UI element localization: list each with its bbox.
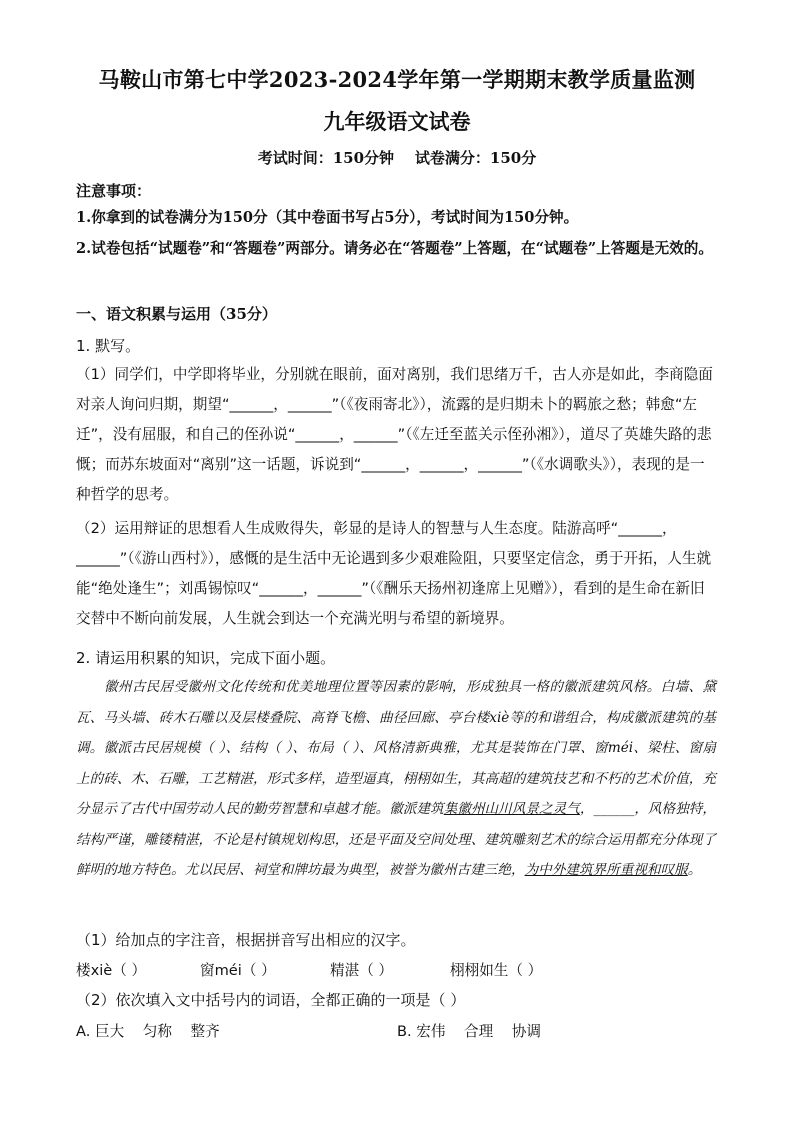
exam-title: 马鞍山市第七中学2023-2024学年第一学期期末教学质量监测	[98, 67, 696, 92]
reading-passage	[76, 672, 716, 886]
section-heading: 一、语文积累与运用（35分）	[76, 305, 277, 323]
passage-text-c: 。	[687, 862, 702, 878]
exam-subtitle: 九年级语文试卷	[323, 109, 471, 134]
passage-text-b: ，______，风格独特，结构严谨，雕镂精湛，不论是村镇规划构思，还是平面及空间处理、建筑雕刻艺术的综合运用都充分体现了鲜明的地方特色。尤以民居、祠堂和牌坊最为典型，被誉为徽州古建三绝，	[76, 801, 717, 878]
passage-underline-1: 集徽州山川风景之灵气	[443, 801, 580, 817]
question-2-label: 2. 请运用积累的知识，完成下面小题。	[76, 649, 336, 667]
notice-heading: 注意事项：	[76, 182, 152, 200]
question-2-sub-2: （2）依次填入文中括号内的词语，全都正确的一项是（ ）	[76, 991, 466, 1009]
passage-underline-2: 为中外建筑界所重视和叹服	[524, 862, 688, 878]
pinyin-item: 楼xiè（ ）	[76, 962, 147, 979]
option-letter: A.	[76, 1023, 91, 1040]
pinyin-item: 栩栩如生（ ）	[450, 962, 543, 979]
option-a	[76, 1020, 220, 1041]
notice-item-1: 1.你拿到的试卷满分为150分（其中卷面书写占5分），考试时间为150分钟。	[76, 209, 579, 226]
option-letter: B.	[397, 1023, 412, 1040]
question-2-sub-1: （1）给加点的字注音，根据拼音写出相应的汉字。	[76, 931, 416, 949]
passage-text-a: 徽州古民居受徽州文化传统和优美地理位置等因素的影响，形成独具一格的徽派建筑风格。白墙、黛瓦、马头墙、砖木石雕以及层楼叠院、高脊飞檐、曲径回廊、亭台楼xiè等的和谐组合，构成徽派建筑的基调。徽派古民居规模（ ）、结构（ ）、布局（ ）、风格清新典雅，尤其是装饰在门罩、窗méi、梁柱、窗扇上的砖、木、石雕，工艺精湛，形式多样，造型逼真，栩栩如生，其高超的建筑技艺和不朽的艺术价值，充分显示了古代中国劳动人民的勤劳智慧和卓越才能。徽派建筑	[76, 679, 716, 817]
question-1-part-2: （2）运用辩证的思想看人生成败得失，彰显的是诗人的智慧与人生态度。陆游高呼“______，______”（《游山西村》），感慨的是生活中无论遇到多少艰难险阻，只要坚定信念，勇于开拓，人生就能“绝处逢生”；刘禹锡惊叹“______，______”（《酬乐天扬州初逢席上见赠》），看到的是生命在新旧交替中不断向前发展，人生就会到达一个充满光明与希望的新境界。	[76, 520, 712, 627]
option-words: 巨大 匀称 整齐	[95, 1023, 220, 1040]
notice-item-2: 2.试卷包括“试题卷”和“答题卷”两部分。请务必在“答题卷”上答题，在“试题卷”上答题是无效的。	[76, 240, 713, 257]
question-1-part-1: （1）同学们，中学即将毕业，分别就在眼前，面对离别，我们思绪万千，古人亦是如此，李商隐面对亲人询问归期，期望“______，______”（《夜雨寄北》），流露的是归期未卜的羁旅之愁；韩愈“左迁”，没有屈服，和自己的侄孙说“______，______”（《左迁至蓝关示侄孙湘》），道尽了英雄失路的悲慨；而苏东坡面对“离别”这一话题，诉说到“______，______，______”（《水调歌头》），表现的是一种哲学的思考。	[76, 366, 713, 503]
exam-info: 考试时间：150分钟 试卷满分：150分	[257, 149, 537, 167]
pinyin-item: 窗méi（ ）	[200, 962, 276, 979]
option-b	[397, 1020, 541, 1041]
question-1-label: 1. 默写。	[76, 337, 141, 355]
option-words: 宏伟 合理 协调	[416, 1023, 541, 1040]
pinyin-item: 精湛（ ）	[330, 962, 394, 979]
